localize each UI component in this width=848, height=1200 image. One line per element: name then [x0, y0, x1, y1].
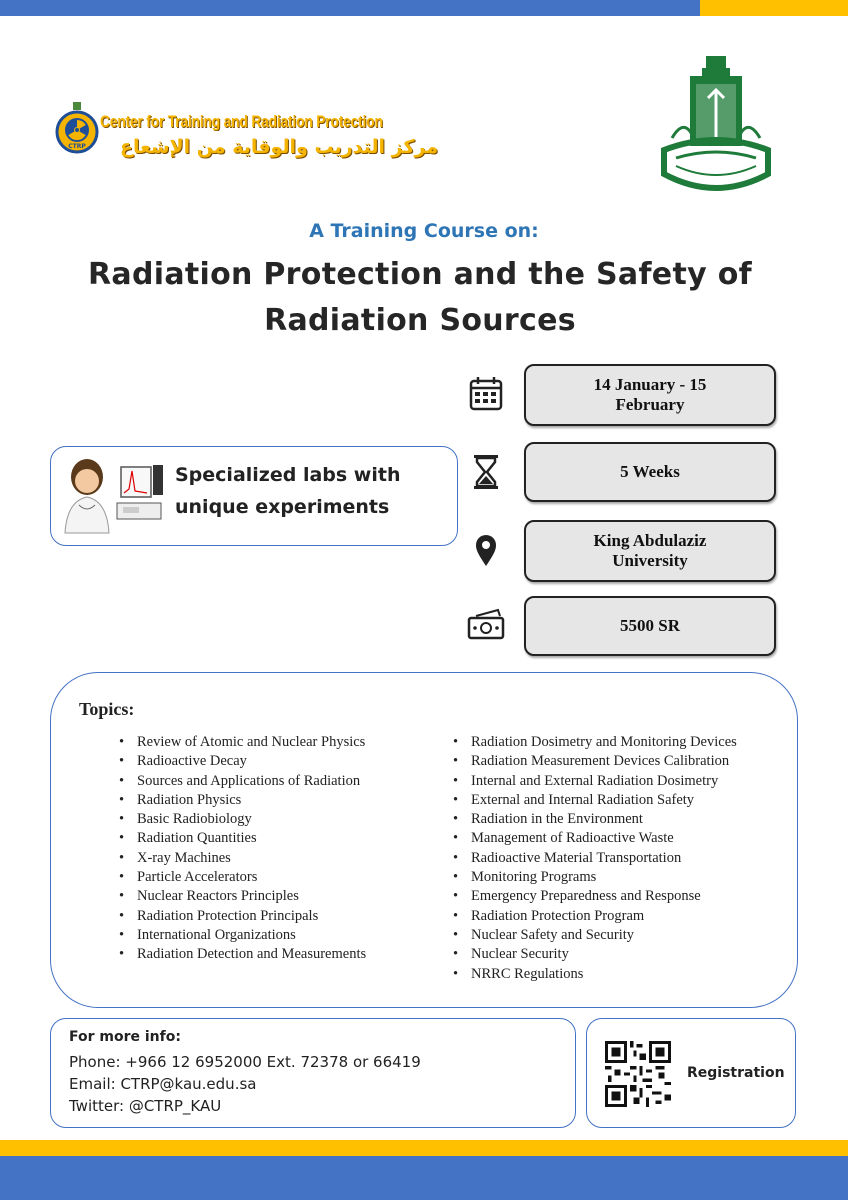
list-item: • Nuclear Safety and Security — [445, 926, 737, 945]
lab-scientist-illustration — [57, 453, 169, 535]
qr-code-icon[interactable] — [605, 1041, 671, 1107]
list-item: • Management of Radioactive Waste — [445, 829, 737, 848]
duration-box — [524, 442, 776, 502]
labs-box — [50, 446, 458, 546]
registration-label[interactable]: Registration — [687, 1065, 785, 1081]
list-item: • Emergency Preparedness and Response — [445, 887, 737, 906]
calendar-icon — [466, 374, 506, 414]
contact-twitter[interactable]: Twitter: @CTRP_KAU — [69, 1097, 222, 1115]
price-box — [524, 596, 776, 656]
money-icon — [466, 606, 506, 646]
list-item: • X-ray Machines — [111, 849, 366, 868]
bottom-yellow-bar — [0, 1140, 848, 1156]
location-text: King Abdulaziz University — [593, 531, 707, 570]
ctrp-name-english: Center for Training and Radiation Protection — [100, 112, 383, 131]
list-item: • Nuclear Reactors Principles — [111, 887, 366, 906]
labs-text: Specialized labs with unique experiments — [175, 464, 401, 518]
list-item: • Basic Radiobiology — [111, 810, 366, 829]
dates-box — [524, 364, 776, 426]
dates-text: 14 January - 15 February — [593, 375, 707, 414]
location-box — [524, 520, 776, 582]
list-item: • NRRC Regulations — [445, 965, 737, 984]
course-title: Radiation Protection and the Safety of Radiation Sources — [88, 257, 752, 338]
list-item: • Radioactive Decay — [111, 752, 366, 771]
contact-heading: For more info: — [69, 1029, 181, 1045]
list-item: • Internal and External Radiation Dosimetry — [445, 772, 737, 791]
list-item: • Radiation Detection and Measurements — [111, 945, 366, 964]
list-item: • Radiation Physics — [111, 791, 366, 810]
duration-text: 5 Weeks — [620, 462, 680, 481]
list-item: • Radiation Dosimetry and Monitoring Devices — [445, 733, 737, 752]
ctrp-name-arabic: مركز التدريب والوقاية من الإشعاع — [120, 136, 439, 158]
list-item: • Radiation Quantities — [111, 829, 366, 848]
topics-list-right — [445, 733, 737, 984]
list-item: • Radiation Protection Principals — [111, 907, 366, 926]
contact-phone: Phone: +966 12 6952000 Ext. 72378 or 66419 — [69, 1053, 421, 1071]
list-item: • Nuclear Security — [445, 945, 737, 964]
price-text: 5500 SR — [620, 616, 680, 635]
list-item: • Radiation in the Environment — [445, 810, 737, 829]
kau-logo — [656, 54, 776, 210]
list-item: • International Organizations — [111, 926, 366, 945]
list-item: • Monitoring Programs — [445, 868, 737, 887]
registration-box — [586, 1018, 796, 1128]
location-pin-icon — [466, 530, 506, 570]
list-item: • Radiation Measurement Devices Calibration — [445, 752, 737, 771]
contact-box — [50, 1018, 576, 1128]
list-item: • Sources and Applications of Radiation — [111, 772, 366, 791]
contact-email[interactable]: Email: CTRP@kau.edu.sa — [69, 1075, 257, 1093]
topics-title: Topics: — [79, 699, 135, 719]
course-subtitle: A Training Course on: — [309, 220, 539, 242]
list-item: • External and Internal Radiation Safety — [445, 791, 737, 810]
list-item: • Radiation Protection Program — [445, 907, 737, 926]
top-yellow-bar — [700, 0, 848, 16]
topics-list-left — [111, 733, 366, 965]
top-blue-bar — [0, 0, 700, 16]
list-item: • Review of Atomic and Nuclear Physics — [111, 733, 366, 752]
list-item: • Radioactive Material Transportation — [445, 849, 737, 868]
hourglass-icon — [466, 452, 506, 492]
svg-text:CTRP: CTRP — [68, 143, 86, 150]
list-item: • Particle Accelerators — [111, 868, 366, 887]
bottom-blue-bar — [0, 1156, 848, 1200]
topics-box — [50, 672, 798, 1008]
